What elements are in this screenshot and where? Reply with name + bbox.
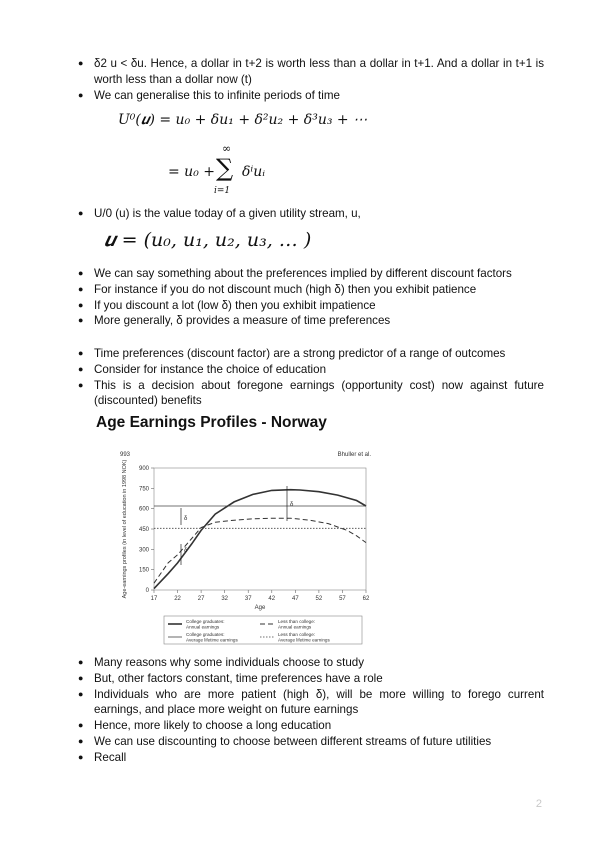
- y-tick-label: 600: [138, 506, 149, 513]
- list-item: ● We can generalise this to infinite periods of time: [78, 88, 544, 104]
- delta-label: δ: [290, 502, 294, 508]
- bullet-list-lower: [78, 346, 544, 409]
- equation-line-1: U⁰(𝒖) = u₀ + δu₁ + δ²u₂ + δ³u₃ + ⋯: [118, 112, 368, 128]
- equation-prefix: = u₀ +: [168, 164, 215, 180]
- legend-label: Average lifetime earnings: [278, 637, 330, 643]
- list-item: ● This is a decision about foregone earnings (opportunity cost) now against future (discounted) benefits: [78, 378, 544, 410]
- legend-label: College graduates:: [186, 619, 225, 624]
- equation-line-2: [168, 142, 288, 202]
- chart-corner-left: 993: [120, 452, 131, 458]
- x-tick-label: 32: [221, 596, 229, 602]
- list-item: ● We can say something about the preferences implied by different discount factors: [78, 266, 544, 282]
- x-tick-label: 57: [339, 596, 346, 602]
- bullet-list-utility: [78, 206, 544, 222]
- x-tick-label: 47: [291, 596, 299, 602]
- equation-utility-stream: 𝒖 = (u₀, u₁, u₂, u₃, … ): [104, 229, 312, 251]
- y-tick-label: 300: [138, 547, 149, 554]
- x-tick-label: 37: [244, 596, 252, 602]
- delta-label: δ: [184, 548, 188, 554]
- figure-title: Age Earnings Profiles - Norway: [96, 414, 327, 431]
- page-number: 2: [535, 798, 542, 810]
- x-tick-label: 62: [362, 596, 370, 602]
- y-tick-label: 450: [138, 527, 149, 533]
- y-tick-label: 750: [138, 486, 149, 493]
- bullet-list-bottom: [78, 655, 544, 766]
- age-earnings-chart: [116, 446, 380, 650]
- list-item: ● Hence, more likely to choose a long education: [78, 718, 544, 734]
- sum-lower-limit: i=1: [214, 186, 231, 196]
- list-item: ● More generally, δ provides a measure of time preferences: [78, 313, 544, 329]
- chart-plot-area: [154, 468, 366, 590]
- list-item: ● For instance if you do not discount much (high δ) then you exhibit patience: [78, 282, 544, 298]
- legend-label: Less than college:: [278, 619, 316, 624]
- y-tick-label: 150: [138, 567, 149, 574]
- chart-ylabel: Age-earnings profiles (in level of education in 1998 NOK): [122, 459, 128, 599]
- list-item: ● U/0 (u) is the value today of a given utility stream, u,: [78, 206, 544, 222]
- list-item: ● If you discount a lot (low δ) then you exhibit impatience: [78, 298, 544, 314]
- x-tick-label: 17: [150, 596, 158, 602]
- x-tick-label: 27: [197, 596, 205, 602]
- x-tick-label: 52: [315, 596, 323, 602]
- sum-sign: ∑: [216, 154, 234, 182]
- bullet-list-top: [78, 56, 544, 103]
- bullet-list-middle: [78, 266, 544, 329]
- list-item: ● δ2 u < δu. Hence, a dollar in t+2 is worth less than a dollar in t+1. And a dollar in t+1 is worth less than a dollar now (t): [78, 56, 544, 88]
- x-tick-label: 22: [174, 596, 181, 602]
- series-line-1: [154, 490, 366, 589]
- sum-upper-limit: ∞: [222, 142, 232, 155]
- chart-corner-right: Bhuller et al.: [337, 452, 371, 458]
- legend-label: Average lifetime earnings: [186, 637, 238, 643]
- list-item: ● Many reasons why some individuals choose to study: [78, 655, 544, 671]
- delta-label: δ: [184, 516, 188, 522]
- list-item: ● Consider for instance the choice of education: [78, 362, 544, 378]
- y-tick-label: 0: [145, 588, 149, 594]
- sum-term: δⁱuᵢ: [242, 164, 266, 180]
- x-tick-label: 42: [268, 596, 276, 602]
- legend-label: Annual earnings: [186, 624, 220, 630]
- list-item: ● But, other factors constant, time preferences have a role: [78, 671, 544, 687]
- list-item: ● Recall: [78, 750, 544, 766]
- list-item: ● We can use discounting to choose between different streams of future utilities: [78, 734, 544, 750]
- legend-label: Less than college:: [278, 632, 316, 637]
- y-tick-label: 900: [138, 466, 149, 472]
- legend-label: Annual earnings: [278, 624, 312, 630]
- chart-xlabel: Age: [254, 605, 266, 611]
- list-item: ● Individuals who are more patient (high δ), will be more willing to forego current earnings, and place more weight on future earnings: [78, 687, 544, 719]
- list-item: ● Time preferences (discount factor) are a strong predictor of a range of outcomes: [78, 346, 544, 362]
- legend-label: College graduates:: [186, 632, 225, 637]
